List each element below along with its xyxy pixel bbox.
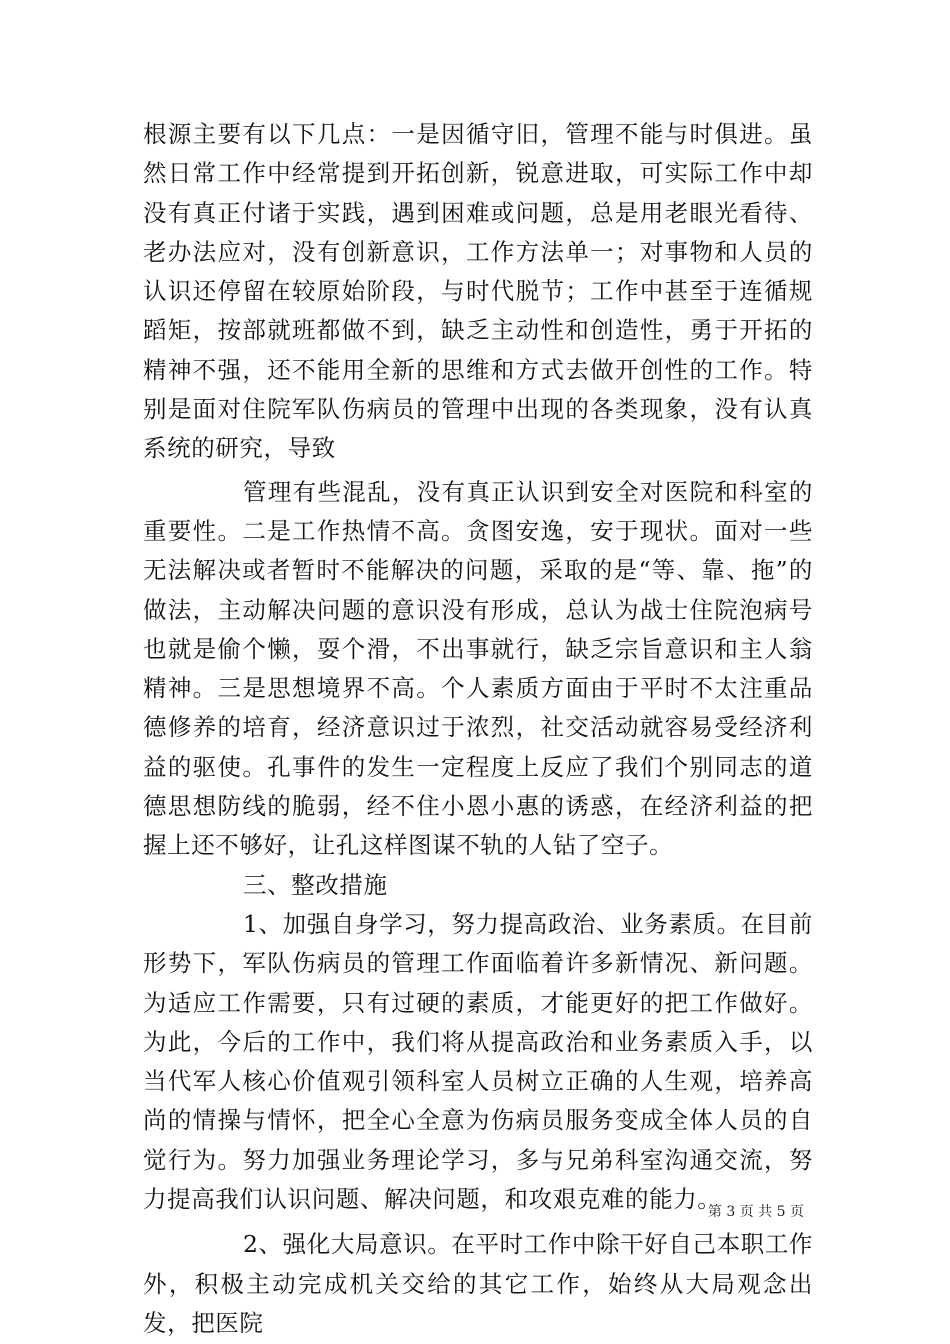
page-number-footer: 第 3 页 共 5 页 — [707, 1204, 804, 1220]
section-heading-rectification: 三、整改措施 — [243, 870, 388, 899]
paragraph-management-issues: 管理有些混乱，没有真正认识到安全对医院和科室的重要性。二是工作热情不高。贪图安逸，安于现状。面对一些无法解决或者暂时不能解决的问题，采取的是“等、靠、拖”的做法，主动解决问题的意识没有形成，总认为战士住院泡病号也就是偷个懒，耍个滑，不出事就行，缺乏宗旨意识和主人翁精神。三是思想境界不高。个人素质方面由于平时不太注重品德修养的培育，经济意识过于浓烈，社交活动就容易受经济利益的驱使。孔事件的发生一定程度上反应了我们个别同志的道德思想防线的脆弱，经不住小恩小惠的诱惑，在经济利益的把握上还不够好，让孔这样图谋不轨的人钻了空子。 — [143, 477, 813, 860]
body-text — [143, 115, 813, 1343]
paragraph-measure-1: 1、加强自身学习，努力提高政治、业务素质。在目前形势下，军队伤病员的管理工作面临着许多新情况、新问题。为适应工作需要，只有过硬的素质，才能更好的把工作做好。为此，今后的工作中，我们将从提高政治和业务素质入手，以当代军人核心价值观引领科室人员树立正确的人生观，培养高尚的情操与情怀，把全心全意为伤病员服务变成全体人员的自觉行为。努力加强业务理论学习，多与兄弟科室沟通交流，努力提高我们认识问题、解决问题，和攻艰克难的能力。 — [143, 909, 813, 1214]
paragraph-root-causes: 根源主要有以下几点：一是因循守旧，管理不能与时俱进。虽然日常工作中经常提到开拓创新，锐意进取，可实际工作中却没有真正付诸于实践，遇到困难或问题，总是用老眼光看待、老办法应对，没有创新意识，工作方法单一；对事物和人员的认识还停留在较原始阶段，与时代脱节；工作中甚至于连循规蹈矩，按部就班都做不到，缺乏主动性和创造性，勇于开拓的精神不强，还不能用全新的思维和方式去做开创性的工作。特别是面对住院军队伤病员的管理中出现的各类现象，没有认真系统的研究，导致 — [143, 120, 813, 463]
paragraph-measure-2: 2、强化大局意识。在平时工作中除干好自己本职工作外，积极主动完成机关交给的其它工作，始终从大局观念出发，把医院 — [143, 1230, 813, 1337]
